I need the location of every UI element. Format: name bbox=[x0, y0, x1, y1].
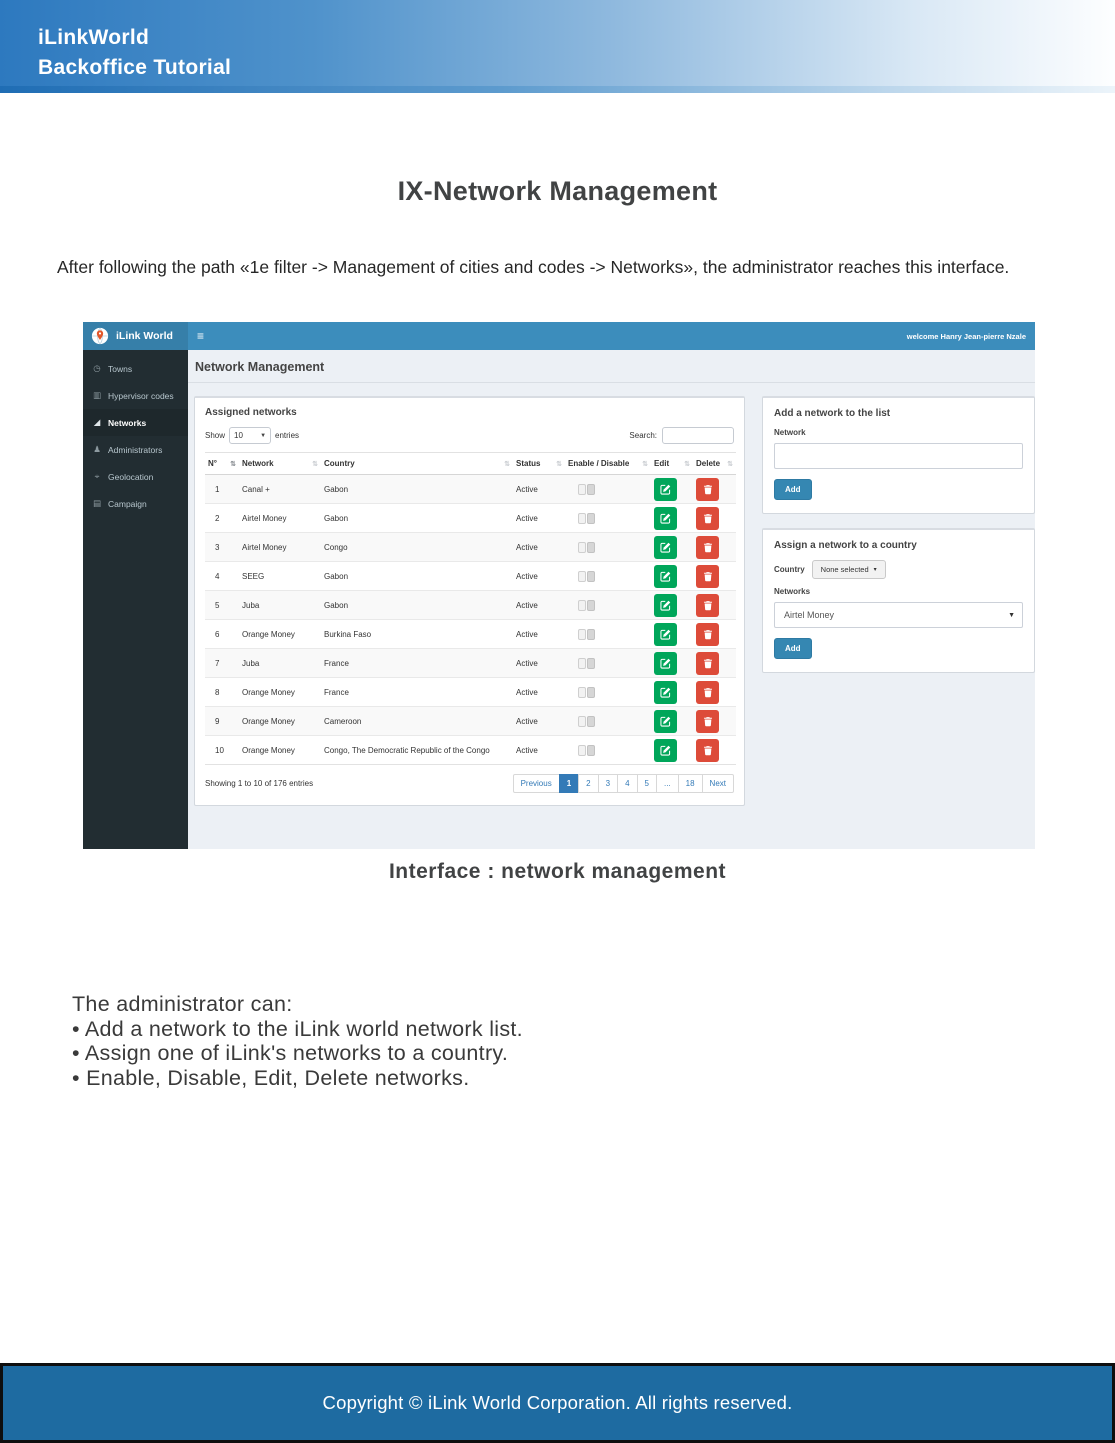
enable-disable-toggle[interactable] bbox=[578, 513, 595, 524]
pencil-square-icon bbox=[660, 542, 671, 553]
app-content bbox=[188, 350, 1035, 849]
pencil-square-icon bbox=[660, 687, 671, 698]
cell-number: 6 bbox=[205, 620, 239, 649]
cell-number: 7 bbox=[205, 649, 239, 678]
brand-block bbox=[38, 23, 231, 83]
cell-delete bbox=[693, 649, 736, 678]
table-row bbox=[205, 475, 736, 504]
delete-button[interactable] bbox=[696, 594, 719, 617]
cell-status: Active bbox=[513, 649, 565, 678]
cell-network: Airtel Money bbox=[239, 504, 321, 533]
cell-network: Airtel Money bbox=[239, 533, 321, 562]
enable-disable-toggle[interactable] bbox=[578, 687, 595, 698]
cell-number: 9 bbox=[205, 707, 239, 736]
cell-toggle bbox=[565, 504, 651, 533]
assign-add-button[interactable]: Add bbox=[774, 638, 812, 659]
trash-icon bbox=[703, 629, 713, 640]
table-row bbox=[205, 649, 736, 678]
delete-button[interactable] bbox=[696, 536, 719, 559]
caret-down-icon: ▼ bbox=[260, 432, 267, 439]
edit-button[interactable] bbox=[654, 565, 677, 588]
delete-button[interactable] bbox=[696, 652, 719, 675]
cell-delete bbox=[693, 475, 736, 504]
app-screenshot bbox=[83, 322, 1035, 849]
edit-button[interactable] bbox=[654, 536, 677, 559]
cell-status: Active bbox=[513, 533, 565, 562]
welcome-user[interactable]: welcome Hanry Jean-pierre Nzale bbox=[906, 331, 1026, 341]
networks-label: Networks bbox=[774, 587, 811, 596]
country-dropdown-value: None selected bbox=[820, 565, 869, 574]
networks-table bbox=[205, 452, 736, 765]
column-header-country[interactable]: Country ⇅ bbox=[321, 453, 513, 475]
assigned-networks-panel bbox=[194, 396, 745, 806]
cell-delete bbox=[693, 533, 736, 562]
country-dropdown[interactable] bbox=[812, 560, 886, 579]
pencil-square-icon bbox=[660, 484, 671, 495]
cell-status: Active bbox=[513, 562, 565, 591]
cell-delete bbox=[693, 678, 736, 707]
cell-country: Gabon bbox=[321, 504, 513, 533]
sort-icon: ⇅ bbox=[230, 460, 236, 468]
cell-toggle bbox=[565, 678, 651, 707]
sidebar-item-administrators[interactable] bbox=[83, 436, 188, 463]
table-footer bbox=[205, 774, 734, 793]
cell-status: Active bbox=[513, 591, 565, 620]
page-length-value: 10 bbox=[234, 431, 243, 440]
pencil-square-icon bbox=[660, 571, 671, 582]
trash-icon bbox=[703, 658, 713, 669]
show-label: Show bbox=[205, 431, 226, 440]
cell-country: Burkina Faso bbox=[321, 620, 513, 649]
assign-network-panel bbox=[762, 528, 1035, 673]
pagination-page-5[interactable]: 5 bbox=[637, 774, 657, 793]
pagination-page-2[interactable]: 2 bbox=[578, 774, 598, 793]
trash-icon bbox=[703, 600, 713, 611]
page-length-control bbox=[205, 427, 299, 444]
edit-button[interactable] bbox=[654, 623, 677, 646]
sidebar-toggle-icon[interactable]: ≡ bbox=[197, 329, 205, 343]
cell-country: Congo, The Democratic Republic of the Congo bbox=[321, 736, 513, 765]
sort-icon: ⇅ bbox=[556, 460, 562, 468]
cell-toggle bbox=[565, 475, 651, 504]
assigned-networks-title: Assigned networks bbox=[205, 407, 297, 418]
cell-network: SEEG bbox=[239, 562, 321, 591]
trash-icon bbox=[703, 513, 713, 524]
admin-capability-item: • Enable, Disable, Edit, Delete networks. bbox=[72, 1065, 470, 1090]
app-body bbox=[83, 350, 1035, 849]
table-row bbox=[205, 678, 736, 707]
cell-toggle bbox=[565, 533, 651, 562]
page-title: IX-Network Management bbox=[397, 176, 718, 206]
sidebar-item-hypervisor-codes[interactable] bbox=[83, 382, 188, 409]
caret-down-icon: ▼ bbox=[1008, 611, 1015, 619]
content-title: Network Management bbox=[195, 360, 325, 374]
cell-edit bbox=[651, 533, 693, 562]
pagination-page-18[interactable]: 18 bbox=[678, 774, 703, 793]
sidebar-item-geolocation[interactable] bbox=[83, 463, 188, 490]
cell-country: Gabon bbox=[321, 562, 513, 591]
enable-disable-toggle[interactable] bbox=[578, 658, 595, 669]
cell-number: 2 bbox=[205, 504, 239, 533]
table-controls bbox=[205, 427, 734, 444]
trash-icon bbox=[703, 745, 713, 756]
copyright-text: Copyright © iLink World Corporation. All rights reserved. bbox=[322, 1392, 793, 1413]
edit-button[interactable] bbox=[654, 507, 677, 530]
sort-icon: ⇅ bbox=[727, 460, 733, 468]
trash-icon bbox=[703, 542, 713, 553]
cell-edit bbox=[651, 649, 693, 678]
add-network-panel bbox=[762, 396, 1035, 514]
entries-label: entries bbox=[275, 431, 300, 440]
cell-edit bbox=[651, 504, 693, 533]
sort-icon: ⇅ bbox=[504, 460, 510, 468]
pagination-page-3[interactable]: 3 bbox=[598, 774, 618, 793]
cell-network: Juba bbox=[239, 649, 321, 678]
cell-toggle bbox=[565, 591, 651, 620]
pagination bbox=[513, 774, 734, 793]
pagination-page-1[interactable]: 1 bbox=[559, 774, 579, 793]
column-header-status[interactable]: Status ⇅ bbox=[513, 453, 565, 475]
cell-status: Active bbox=[513, 475, 565, 504]
cell-status: Active bbox=[513, 504, 565, 533]
cell-delete bbox=[693, 591, 736, 620]
content-divider bbox=[188, 382, 1035, 383]
table-row bbox=[205, 620, 736, 649]
add-network-button[interactable]: Add bbox=[774, 479, 812, 500]
cell-toggle bbox=[565, 562, 651, 591]
cell-number: 5 bbox=[205, 591, 239, 620]
enable-disable-toggle[interactable] bbox=[578, 629, 595, 640]
table-row bbox=[205, 707, 736, 736]
delete-button[interactable] bbox=[696, 739, 719, 762]
map-marker-icon: ⌖ bbox=[94, 471, 100, 481]
signal-icon: ◢ bbox=[93, 417, 101, 427]
copyright-footer bbox=[0, 1363, 1115, 1443]
cell-delete bbox=[693, 504, 736, 533]
sidebar-item-label: Towns bbox=[108, 363, 133, 374]
sort-icon: ⇅ bbox=[312, 460, 318, 468]
cell-network: Juba bbox=[239, 591, 321, 620]
cell-delete bbox=[693, 736, 736, 765]
search-label: Search: bbox=[629, 431, 657, 440]
country-label: Country bbox=[774, 565, 805, 574]
delete-button[interactable] bbox=[696, 565, 719, 588]
sidebar-item-label: Geolocation bbox=[108, 471, 154, 482]
pagination-ellipsis: ... bbox=[656, 774, 679, 793]
cell-number: 3 bbox=[205, 533, 239, 562]
networks-select[interactable] bbox=[774, 602, 1023, 628]
cell-toggle bbox=[565, 707, 651, 736]
cell-toggle bbox=[565, 736, 651, 765]
table-row bbox=[205, 591, 736, 620]
edit-button[interactable] bbox=[654, 652, 677, 675]
pagination-previous[interactable]: Previous bbox=[513, 774, 560, 793]
delete-button[interactable] bbox=[696, 681, 719, 704]
cell-delete bbox=[693, 707, 736, 736]
search-input[interactable] bbox=[662, 427, 734, 444]
admin-capability-item: • Assign one of iLink's networks to a country. bbox=[72, 1041, 509, 1066]
cell-country: Gabon bbox=[321, 591, 513, 620]
page-length-select[interactable] bbox=[229, 427, 271, 444]
app-logo-text: iLink World bbox=[116, 330, 173, 342]
cell-edit bbox=[651, 475, 693, 504]
cell-status: Active bbox=[513, 620, 565, 649]
pencil-square-icon bbox=[660, 745, 671, 756]
edit-button[interactable] bbox=[654, 594, 677, 617]
trash-icon bbox=[703, 571, 713, 582]
enable-disable-toggle[interactable] bbox=[578, 716, 595, 727]
app-top-nav bbox=[83, 322, 1035, 350]
sort-icon: ⇅ bbox=[684, 460, 690, 468]
delete-button[interactable] bbox=[696, 710, 719, 733]
app-navbar bbox=[188, 322, 1035, 350]
cell-edit bbox=[651, 620, 693, 649]
pencil-square-icon bbox=[660, 629, 671, 640]
caret-down-icon: ▾ bbox=[873, 567, 877, 573]
cell-edit bbox=[651, 678, 693, 707]
table-row bbox=[205, 504, 736, 533]
sidebar-item-networks[interactable] bbox=[83, 409, 188, 436]
brand-line1: iLinkWorld bbox=[38, 26, 150, 49]
sidebar-item-towns[interactable] bbox=[83, 355, 188, 382]
cell-status: Active bbox=[513, 678, 565, 707]
barcode-icon: ▥ bbox=[92, 390, 102, 400]
cell-delete bbox=[693, 562, 736, 591]
search-control bbox=[629, 427, 734, 444]
networks-select-value: Airtel Money bbox=[784, 610, 835, 620]
trash-icon bbox=[703, 716, 713, 727]
cell-number: 8 bbox=[205, 678, 239, 707]
cell-edit bbox=[651, 736, 693, 765]
cell-edit bbox=[651, 562, 693, 591]
pagination-page-4[interactable]: 4 bbox=[617, 774, 637, 793]
intro-paragraph: After following the path «1e filter -> Management of cities and codes -> Networks», the administrator reaches this interface. bbox=[57, 257, 1010, 277]
enable-disable-toggle[interactable] bbox=[578, 542, 595, 553]
cell-number: 10 bbox=[205, 736, 239, 765]
sidebar-item-label: Networks bbox=[108, 417, 147, 428]
column-header-delete[interactable]: Delete ⇅ bbox=[693, 453, 736, 475]
table-row bbox=[205, 533, 736, 562]
network-field-label: Network bbox=[774, 428, 806, 437]
cell-network: Orange Money bbox=[239, 678, 321, 707]
admin-capability-item: • Add a network to the iLink world network list. bbox=[72, 1016, 523, 1041]
cell-network: Canal + bbox=[239, 475, 321, 504]
cell-country: France bbox=[321, 649, 513, 678]
cell-number: 1 bbox=[205, 475, 239, 504]
cell-status: Active bbox=[513, 707, 565, 736]
cell-number: 4 bbox=[205, 562, 239, 591]
pencil-square-icon bbox=[660, 716, 671, 727]
cell-country: France bbox=[321, 678, 513, 707]
admin-capabilities bbox=[72, 992, 523, 1090]
cell-country: Congo bbox=[321, 533, 513, 562]
column-header-network[interactable]: Network ⇅ bbox=[239, 453, 321, 475]
admin-capabilities-heading: The administrator can: bbox=[72, 992, 293, 1016]
app-sidebar bbox=[83, 350, 188, 849]
edit-button[interactable] bbox=[654, 478, 677, 501]
sidebar-item-campaign[interactable] bbox=[83, 490, 188, 517]
cell-country: Gabon bbox=[321, 475, 513, 504]
edit-button[interactable] bbox=[654, 739, 677, 762]
edit-button[interactable] bbox=[654, 681, 677, 704]
sidebar-item-label: Administrators bbox=[108, 444, 163, 455]
enable-disable-toggle[interactable] bbox=[578, 571, 595, 582]
cell-status: Active bbox=[513, 736, 565, 765]
cell-network: Orange Money bbox=[239, 620, 321, 649]
cell-toggle bbox=[565, 620, 651, 649]
enable-disable-toggle[interactable] bbox=[578, 484, 595, 495]
edit-button[interactable] bbox=[654, 710, 677, 733]
cell-delete bbox=[693, 620, 736, 649]
trash-icon bbox=[703, 687, 713, 698]
app-logo[interactable] bbox=[83, 322, 188, 350]
enable-disable-toggle[interactable] bbox=[578, 600, 595, 611]
cell-network: Orange Money bbox=[239, 707, 321, 736]
user-icon: ♟ bbox=[93, 444, 101, 454]
cell-edit bbox=[651, 707, 693, 736]
table-row bbox=[205, 562, 736, 591]
column-header-number[interactable]: N° ⇅ bbox=[205, 453, 239, 475]
table-row bbox=[205, 736, 736, 765]
screenshot-caption: Interface : network management bbox=[388, 860, 727, 883]
cell-country: Cameroon bbox=[321, 707, 513, 736]
network-name-input[interactable] bbox=[774, 443, 1023, 469]
showing-entries-text: Showing 1 to 10 of 176 entries bbox=[205, 779, 314, 788]
enable-disable-toggle[interactable] bbox=[578, 745, 595, 756]
column-header-enable-disable[interactable]: Enable / Disable ⇅ bbox=[565, 453, 651, 475]
delete-button[interactable] bbox=[696, 507, 719, 530]
cell-network: Orange Money bbox=[239, 736, 321, 765]
sort-icon: ⇅ bbox=[642, 460, 648, 468]
right-column bbox=[762, 396, 1035, 673]
pagination-next[interactable]: Next bbox=[702, 774, 734, 793]
pencil-square-icon bbox=[660, 513, 671, 524]
cell-edit bbox=[651, 591, 693, 620]
add-network-title: Add a network to the list bbox=[774, 408, 891, 419]
logo-globe-pin-icon bbox=[91, 327, 109, 345]
header-band-strip bbox=[0, 86, 1115, 93]
sidebar-item-label: Campaign bbox=[108, 498, 147, 509]
delete-button[interactable] bbox=[696, 623, 719, 646]
globe-icon: ◷ bbox=[93, 363, 101, 373]
pencil-square-icon bbox=[660, 600, 671, 611]
cell-toggle bbox=[565, 649, 651, 678]
sidebar-item-label: Hypervisor codes bbox=[108, 390, 174, 401]
table-icon: ▤ bbox=[92, 498, 102, 508]
trash-icon bbox=[703, 484, 713, 495]
column-header-edit[interactable]: Edit ⇅ bbox=[651, 453, 693, 475]
brand-line2: Backoffice Tutorial bbox=[38, 55, 232, 79]
assign-network-title: Assign a network to a country bbox=[774, 540, 917, 551]
pencil-square-icon bbox=[660, 658, 671, 669]
delete-button[interactable] bbox=[696, 478, 719, 501]
